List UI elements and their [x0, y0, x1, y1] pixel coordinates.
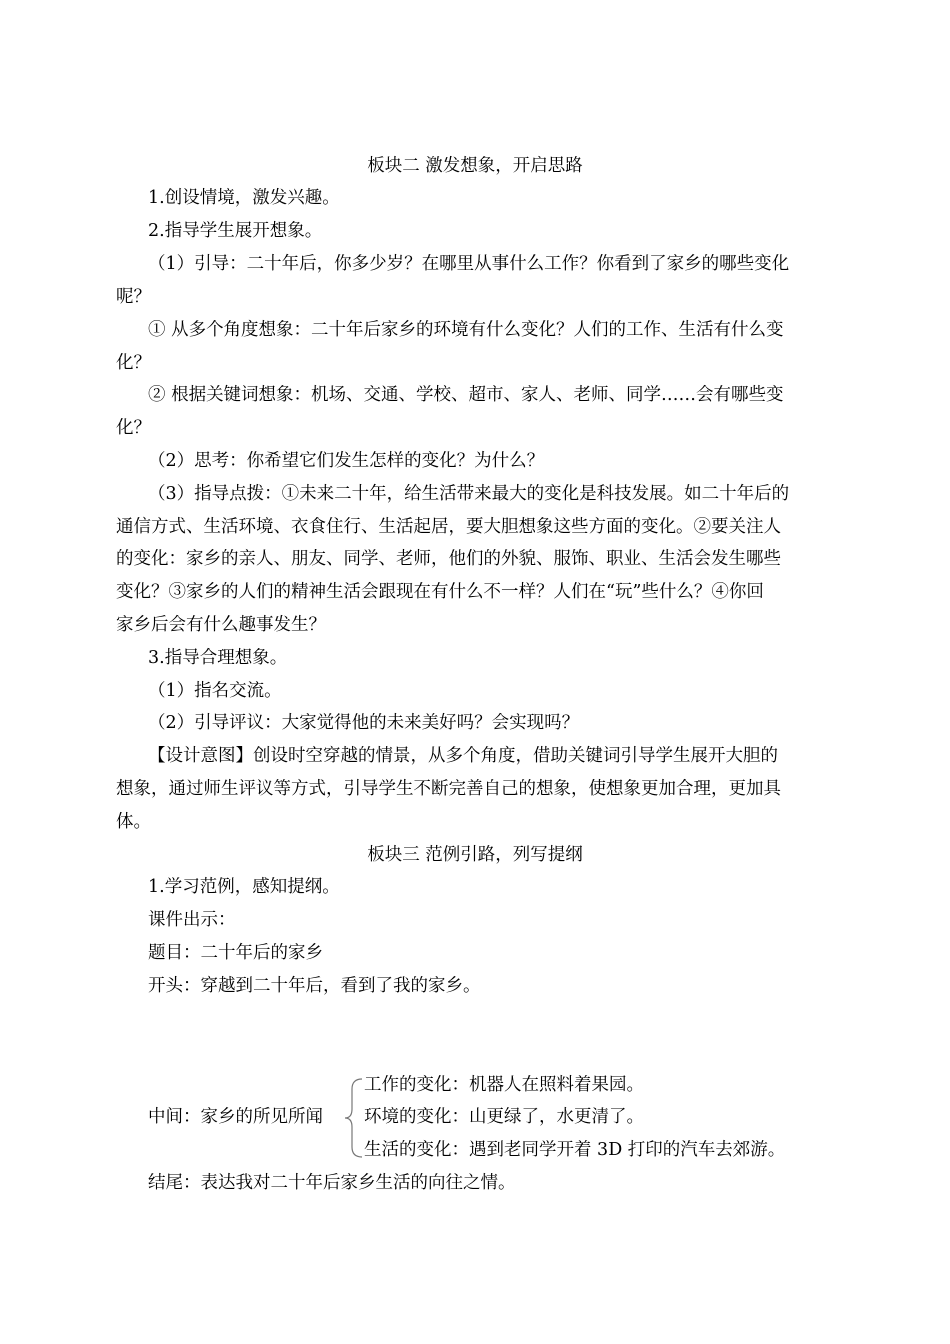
design-intent-paragraph: 想象，通过师生评议等方式，引导学生不断完善自己的想象，使想象更加合理，更加具: [116, 779, 781, 799]
paragraph: （1）指名交流。: [148, 681, 282, 701]
paragraph: （1）引导：二十年后，你多少岁？在哪里从事什么工作？你看到了家乡的哪些变化: [148, 254, 790, 274]
paragraph: 通信方式、生活环境、衣食住行、生活起居，要大胆想象这些方面的变化。②要关注人: [116, 517, 781, 537]
outline-middle-item: 生活的变化：遇到老同学开着 3D 打印的汽车去郊游。: [364, 1140, 786, 1160]
paragraph: 2.指导学生展开想象。: [148, 221, 323, 241]
outline-middle-item: 环境的变化：山更绿了，水更清了。: [364, 1107, 644, 1127]
outline-opening: 开头：穿越到二十年后，看到了我的家乡。: [148, 976, 481, 996]
paragraph: 1.学习范例，感知提纲。: [148, 877, 340, 897]
paragraph: 化？: [116, 418, 151, 438]
paragraph: 家乡后会有什么趣事发生？: [116, 615, 326, 635]
outline-middle-label: 中间：家乡的所见所闻: [148, 1107, 323, 1127]
outline-title: 题目：二十年后的家乡: [148, 943, 323, 963]
curly-brace-icon: [342, 1077, 364, 1159]
paragraph: （2）思考：你希望它们发生怎样的变化？为什么？: [148, 451, 545, 471]
paragraph: 化？: [116, 353, 151, 373]
section3-heading: 板块三 范例引路，列写提纲: [367, 845, 583, 865]
design-intent-paragraph: 体。: [116, 812, 151, 832]
paragraph: 变化？③家乡的人们的精神生活会跟现在有什么不一样？人们在“玩”些什么？④你回: [116, 582, 764, 602]
section2-heading: 板块二 激发想象，开启思路: [367, 156, 583, 176]
outline-middle-item: 工作的变化：机器人在照料着果园。: [364, 1075, 644, 1095]
paragraph: 课件出示：: [148, 910, 236, 930]
paragraph: （2）引导评议：大家觉得他的未来美好吗？会实现吗？: [148, 713, 580, 733]
paragraph: ② 根据关键词想象：机场、交通、学校、超市、家人、老师、同学……会有哪些变: [148, 385, 784, 405]
paragraph: 3.指导合理想象。: [148, 648, 288, 668]
design-intent-paragraph: 【设计意图】创设时空穿越的情景，从多个角度，借助关键词引导学生展开大胆的: [148, 746, 778, 766]
paragraph: （3）指导点拨：①未来二十年，给生活带来最大的变化是科技发展。如二十年后的: [148, 484, 790, 504]
paragraph: ① 从多个角度想象：二十年后家乡的环境有什么变化？人们的工作、生活有什么变: [148, 320, 784, 340]
paragraph: 1.创设情境，激发兴趣。: [148, 188, 340, 208]
paragraph: 的变化：家乡的亲人、朋友、同学、老师，他们的外貌、服饰、职业、生活会发生哪些: [116, 549, 781, 569]
outline-ending: 结尾：表达我对二十年后家乡生活的向往之情。: [148, 1173, 516, 1193]
paragraph: 呢？: [116, 287, 151, 307]
